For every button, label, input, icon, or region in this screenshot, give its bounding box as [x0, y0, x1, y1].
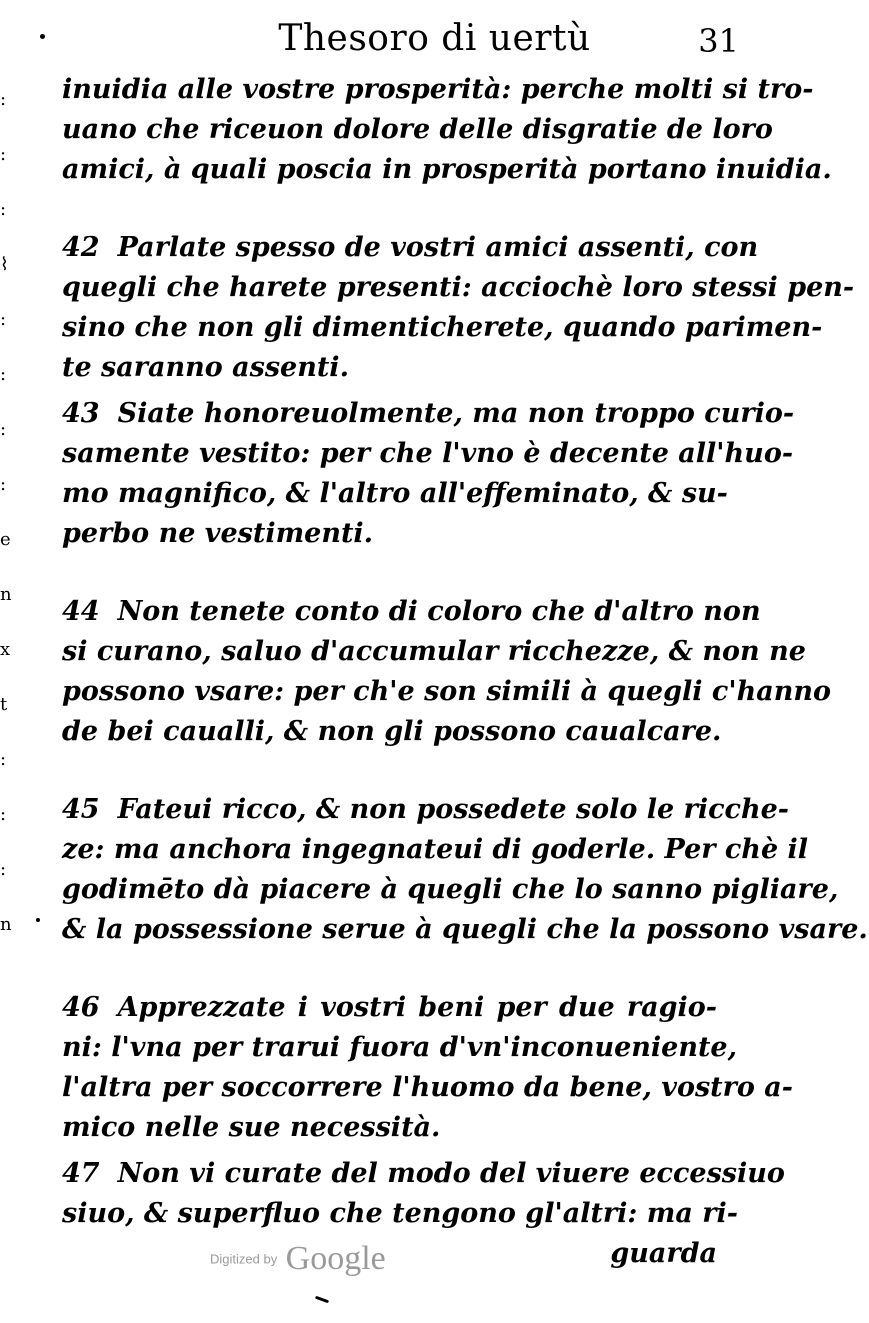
margin-mark: :	[0, 309, 7, 330]
paragraph-number: 43	[62, 398, 100, 429]
text-line: Siate honoreuolmente, ma non troppo curio-	[117, 398, 795, 429]
text-line: ze: ma anchora ingegnateui di goderle. Per chè il	[62, 834, 809, 865]
paragraph-42	[62, 228, 855, 388]
text-line: ni: l'vna per trarui fuora d'vn'inconueniente,	[62, 1032, 737, 1063]
page-body	[62, 70, 868, 1274]
paragraph-47	[62, 1154, 785, 1234]
page-number: 31	[698, 22, 739, 60]
margin-mark: t	[0, 694, 8, 715]
left-margin-marks	[0, 60, 12, 960]
paragraph-number: 46	[62, 992, 100, 1023]
paragraph-43	[62, 394, 795, 554]
margin-mark: :	[0, 474, 7, 495]
text-line: Apprezzate i vostri beni per due ragio-	[117, 992, 717, 1023]
text-line: te saranno assenti.	[62, 352, 349, 383]
paragraph-number: 47	[62, 1158, 100, 1189]
margin-mark: :	[0, 89, 7, 110]
text-line: de bei caualli, & non gli possono caualcare.	[62, 716, 722, 747]
margin-mark: n	[0, 584, 12, 605]
running-title: Thesoro di uertù	[278, 18, 591, 59]
text-line: mico nelle sue necessità.	[62, 1112, 441, 1143]
paragraph-number: 42	[62, 232, 100, 263]
intro-paragraph	[62, 70, 832, 190]
margin-mark: n	[0, 914, 12, 935]
text-line: & la possessione serue à quegli che la possono vsare.	[62, 914, 868, 945]
margin-mark: :	[0, 749, 7, 770]
margin-mark: e	[0, 529, 11, 550]
text-line: perbo ne vestimenti.	[62, 518, 374, 549]
ink-speck	[40, 34, 45, 39]
paragraph-45	[62, 790, 868, 950]
margin-mark: :	[0, 804, 7, 825]
watermark-prefix: Digitized by	[210, 1251, 278, 1267]
text-line: siuo, & superfluo che tengono gl'altri: ma ri-	[62, 1198, 738, 1229]
paragraph-number: 44	[62, 596, 100, 627]
text-line: Fateui ricco, & non possedete solo le ricche-	[117, 794, 789, 825]
margin-mark: :	[0, 364, 7, 385]
margin-mark: :	[0, 419, 7, 440]
margin-mark: x	[0, 639, 11, 660]
margin-mark: :	[0, 859, 7, 880]
margin-mark: ⌇	[0, 254, 9, 275]
text-line: possono vsare: per ch'e son simili à quegli c'hanno	[62, 676, 831, 707]
ink-speck	[315, 1296, 329, 1304]
text-line: l'altra per soccorrere l'huomo da bene, vostro a-	[62, 1072, 793, 1103]
google-logo: Google	[285, 1240, 386, 1277]
text-line: quegli che harete presenti: acciochè loro stessi pen-	[62, 272, 855, 303]
text-line: inuidia alle vostre prosperità: perche molti si tro-	[62, 74, 814, 105]
paragraph-44	[62, 592, 831, 752]
text-line: godimēto dà piacere à quegli che lo sanno pigliare,	[62, 874, 839, 905]
catchword: guarda	[610, 1238, 717, 1269]
text-line: si curano, saluo d'accumular ricchezze, & non ne	[62, 636, 806, 667]
text-line: Non vi curate del modo del viuere eccessiuo	[117, 1158, 785, 1189]
paragraph-number: 45	[62, 794, 100, 825]
digitized-watermark	[210, 1240, 386, 1278]
text-line: sino che non gli dimenticherete, quando parimen-	[62, 312, 823, 343]
text-line: Parlate spesso de vostri amici assenti, con	[117, 232, 759, 263]
paragraph-46	[62, 988, 793, 1148]
text-line: Non tenete conto di coloro che d'altro non	[117, 596, 761, 627]
text-line: uano che riceuon dolore delle disgratie de loro	[62, 114, 773, 145]
text-line: samente vestito: per che l'vno è decente all'huo-	[62, 438, 794, 469]
ink-speck	[36, 918, 40, 922]
text-line: mo magnifico, & l'altro all'effeminato, & su-	[62, 478, 728, 509]
margin-mark: :	[0, 144, 7, 165]
margin-mark: :	[0, 199, 7, 220]
text-line: amici, à quali poscia in prosperità portano inuidia.	[62, 154, 832, 185]
